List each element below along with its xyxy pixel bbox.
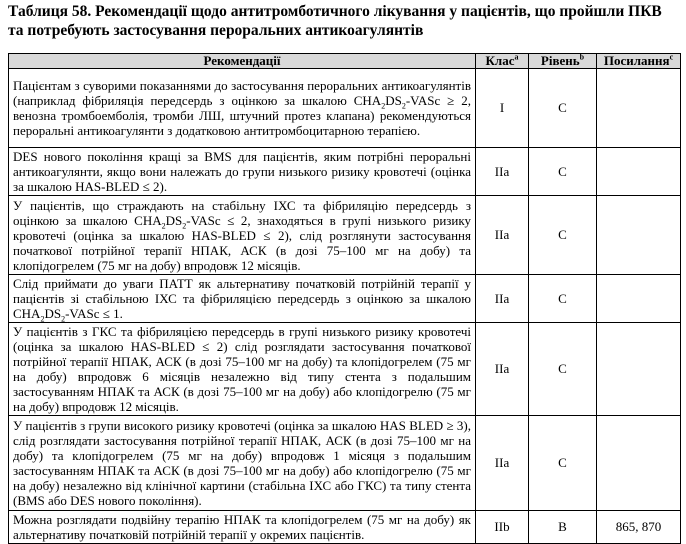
header-references xyxy=(597,54,681,69)
recommendations-table xyxy=(8,53,681,544)
header-class xyxy=(476,54,529,69)
text-fragment: DS xyxy=(165,212,183,228)
subscript: 2 xyxy=(401,101,406,111)
table-row xyxy=(9,148,681,196)
header-level xyxy=(529,54,597,69)
class-cell: IIa xyxy=(476,196,529,275)
table-row xyxy=(9,511,681,544)
text-fragment: DS xyxy=(385,93,402,108)
subscript: 2 xyxy=(161,221,166,231)
reference-cell xyxy=(597,275,681,323)
table-header-row xyxy=(9,54,681,69)
text-fragment: DES нового покоління кращі за BMS для пацієнтів, яким потрібні пероральні антикоагулянти, якщо вони належать до групи низького ризику кровотечі (оцінка за шкалою HAS-BLED ≤ 2). xyxy=(13,149,471,194)
header-level-label: Рівень xyxy=(540,53,580,68)
recommendation-text xyxy=(9,196,476,275)
text-fragment: -VASc ≥ 2, венозна тромбоемболія, тромби ЛШ, штучний протез клапана) рекомендуються пероральні антикоагулянти з додатковою антитромбоцитарною терапією. xyxy=(13,93,471,138)
reference-cell xyxy=(597,196,681,275)
reference-cell xyxy=(597,416,681,511)
text-fragment: У пацієнтів з ГКС та фібриляцією передсердь в групі низького ризику кровотечі (оцінка за шкалою HAS-BLED ≤ 2) слід розглядати застосування початкової потрійної терапії НПАК, АСК (в дозі 75–100 мг на добу) та клопідогрелем (75 мг на добу) впродовж 6 місяців незалежно від типу стента з подальшим застосуванням НПАК та АСК (в дозі 75–100 мг на добу) або клопідогрелю (75 мг на добу) впродовж 12 місяців. xyxy=(13,324,471,414)
class-cell: IIa xyxy=(476,323,529,416)
table-row xyxy=(9,323,681,416)
table-row xyxy=(9,275,681,323)
level-cell: C xyxy=(529,148,597,196)
level-cell: C xyxy=(529,416,597,511)
header-level-footnote: b xyxy=(579,52,585,62)
text-fragment: DS xyxy=(44,306,62,321)
recommendation-text xyxy=(9,148,476,196)
class-cell: I xyxy=(476,69,529,148)
header-references-label: Посилання xyxy=(603,53,670,68)
text-fragment: -VASc ≤ 2, знаходяться в групі низького ризику кровотечі (оцінка за шкалою HAS-BLED ≤ 2), слід розглянути застосування початкової потрійної терапії НПАК, АСК (в дозі 75–100 мг на добу) та клопідогрелем (75 мг на добу) впродовж 12 місяців. xyxy=(13,212,472,273)
table-row xyxy=(9,196,681,275)
subscript: 2 xyxy=(182,221,187,231)
text-fragment: У пацієнтів з групи високого ризику кровотечі (оцінка за шкалою HAS BLED ≥ 3), слід розглядати застосування потрійної терапії НПАК, АСК (в дозі 75–100 мг на добу) та клопідогрелем (75 мг на добу) впродовж 1 місяця з подальшим застосуванням НПАК та АСК (в дозі 75–100 мг на добу) або клопідогрелю (75 мг на добу) незалежно від клінічної картини (стабільна ІХС або ГКС) та типу стента (BMS або DES нового покоління). xyxy=(13,418,471,508)
level-cell: C xyxy=(529,196,597,275)
text-fragment: Можна розглядати подвійну терапію НПАК та клопідогрелем (75 мг на добу) як альтернативу початковій потрійній терапії у окремих пацієнтів. xyxy=(13,512,471,542)
subscript: 2 xyxy=(61,314,66,324)
recommendation-text xyxy=(9,416,476,511)
table-row xyxy=(9,416,681,511)
subscript: 2 xyxy=(381,101,386,111)
level-cell: B xyxy=(529,511,597,544)
header-recommendations: Рекомендації xyxy=(9,54,476,69)
text-fragment: Пацієнтам з суворими показаннями до застосування пероральних антикоагулянтів (наприклад фібриляція передсердь з оцінкою за шкалою CHA xyxy=(13,78,471,108)
class-cell: IIb xyxy=(476,511,529,544)
text-fragment: Слід приймати до уваги ПАТТ як альтернативу початковій потрійній терапії у пацієнтів зі стабільною ІХС та фібриляцією передсердь з оцінкою за шкалою CHA xyxy=(13,276,471,321)
header-references-footnote: c xyxy=(669,52,674,62)
level-cell: C xyxy=(529,69,597,148)
recommendation-text xyxy=(9,323,476,416)
table-title: Таблиця 58. Рекомендації щодо антитромботичного лікування у пацієнтів, що пройшли ПКВ та потребують застосування пероральних антикоагулянтів xyxy=(8,3,662,39)
class-cell: IIa xyxy=(476,148,529,196)
reference-cell xyxy=(597,148,681,196)
recommendation-text xyxy=(9,69,476,148)
level-cell: C xyxy=(529,275,597,323)
recommendation-text xyxy=(9,511,476,544)
reference-cell xyxy=(597,69,681,148)
reference-cell: 865, 870 xyxy=(597,511,681,544)
recommendation-text xyxy=(9,275,476,323)
text-fragment: У пацієнтів, що страждають на стабільну ІХС та фібриляцію передсердь з оцінкою за шкалою CHA xyxy=(13,197,471,228)
class-cell: IIa xyxy=(476,275,529,323)
header-class-label: Клас xyxy=(485,53,515,68)
text-fragment: -VASc ≤ 1. xyxy=(65,306,123,321)
header-class-footnote: a xyxy=(514,52,519,62)
reference-cell xyxy=(597,323,681,416)
table-row xyxy=(9,69,681,148)
subscript: 2 xyxy=(40,314,45,324)
level-cell: C xyxy=(529,323,597,416)
class-cell: IIa xyxy=(476,416,529,511)
